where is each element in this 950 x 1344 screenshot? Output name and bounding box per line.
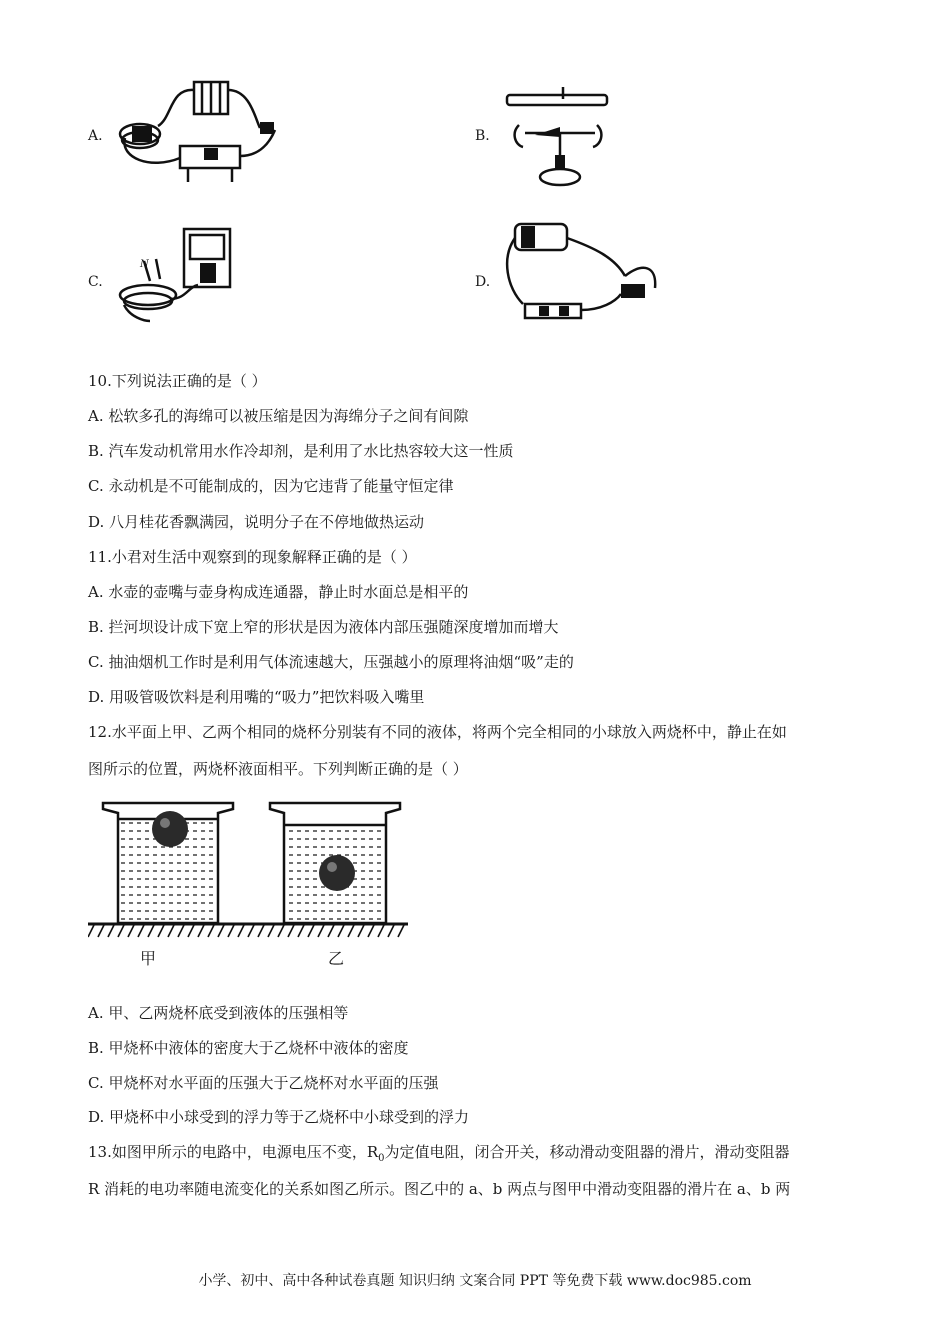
figure-d-motor-diagram	[505, 218, 665, 328]
q13-line1-part-b: 为定值电阻，闭合开关，移动滑动变阻器的滑片，滑动变阻器	[384, 1143, 790, 1161]
figure-a-circuit-diagram	[110, 78, 285, 188]
q12-option-c: C. 甲烧杯对水平面的压强大于乙烧杯对水平面的压强	[88, 1074, 439, 1092]
q12-stem-line1: 12.水平面上甲、乙两个相同的烧杯分别装有不同的液体，将两个完全相同的小球放入两烧杯中，静止在如	[88, 723, 787, 741]
figure-option-c-label: C.	[88, 274, 103, 290]
q13-line1-part-a: 13.如图甲所示的电路中，电源电压不变，R	[88, 1143, 379, 1161]
q11-option-d: D. 用吸管吸饮料是利用嘴的“吸力”把饮料吸入嘴里	[88, 688, 425, 706]
page-footer: 小学、初中、高中各种试卷真题 知识归纳 文案合同 PPT 等免费下载 www.doc985.com	[198, 1273, 752, 1289]
svg-text:N: N	[140, 259, 149, 270]
figure-c-induction-diagram	[110, 225, 240, 325]
q11-stem: 11.小君对生活中观察到的现象解释正确的是（ ）	[88, 548, 417, 566]
ball-yi	[319, 855, 355, 891]
beaker-jia	[103, 803, 233, 923]
q12-option-a: A. 甲、乙两烧杯底受到液体的压强相等	[88, 1004, 349, 1022]
figure-b-oersted-diagram	[505, 85, 620, 190]
q10-option-c: C. 永动机是不可能制成的，因为它违背了能量守恒定律	[88, 477, 454, 495]
q12-stem-line2: 图所示的位置，两烧杯液面相平。下列判断正确的是（ ）	[88, 760, 468, 778]
q12-beakers-figure	[88, 795, 413, 940]
figure-option-d-label: D.	[475, 274, 491, 290]
q12-option-d: D. 甲烧杯中小球受到的浮力等于乙烧杯中小球受到的浮力	[88, 1108, 470, 1126]
ball-jia	[152, 811, 188, 847]
q10-option-d: D. 八月桂花香飘满园，说明分子在不停地做热运动	[88, 513, 425, 531]
q13-line2: R 消耗的电功率随电流变化的关系如图乙所示。图乙中的 a、b 两点与图甲中滑动变阻器的滑片在 a、b 两	[88, 1180, 791, 1198]
beaker-yi	[270, 803, 400, 923]
q10-option-a: A. 松软多孔的海绵可以被压缩是因为海绵分子之间有间隙	[88, 407, 469, 425]
q13-line1	[88, 1141, 790, 1164]
q10-stem: 10.下列说法正确的是（ ）	[88, 372, 267, 390]
q11-option-b: B. 拦河坝设计成下宽上窄的形状是因为液体内部压强随深度增加而增大	[88, 618, 559, 636]
beaker-jia-label: 甲	[140, 949, 157, 968]
q10-option-b: B. 汽车发动机常用水作冷却剂，是利用了水比热容较大这一性质	[88, 442, 514, 460]
figure-option-b-label: B.	[475, 128, 490, 144]
q12-option-b: B. 甲烧杯中液体的密度大于乙烧杯中液体的密度	[88, 1039, 409, 1057]
q13-r0-subscript: 0	[378, 1153, 385, 1164]
figure-option-a-label: A.	[88, 128, 103, 144]
beaker-yi-label: 乙	[328, 949, 345, 968]
q11-option-c: C. 抽油烟机工作时是利用气体流速越大，压强越小的原理将油烟“吸”走的	[88, 653, 574, 671]
q11-option-a: A. 水壶的壶嘴与壶身构成连通器，静止时水面总是相平的	[88, 583, 469, 601]
